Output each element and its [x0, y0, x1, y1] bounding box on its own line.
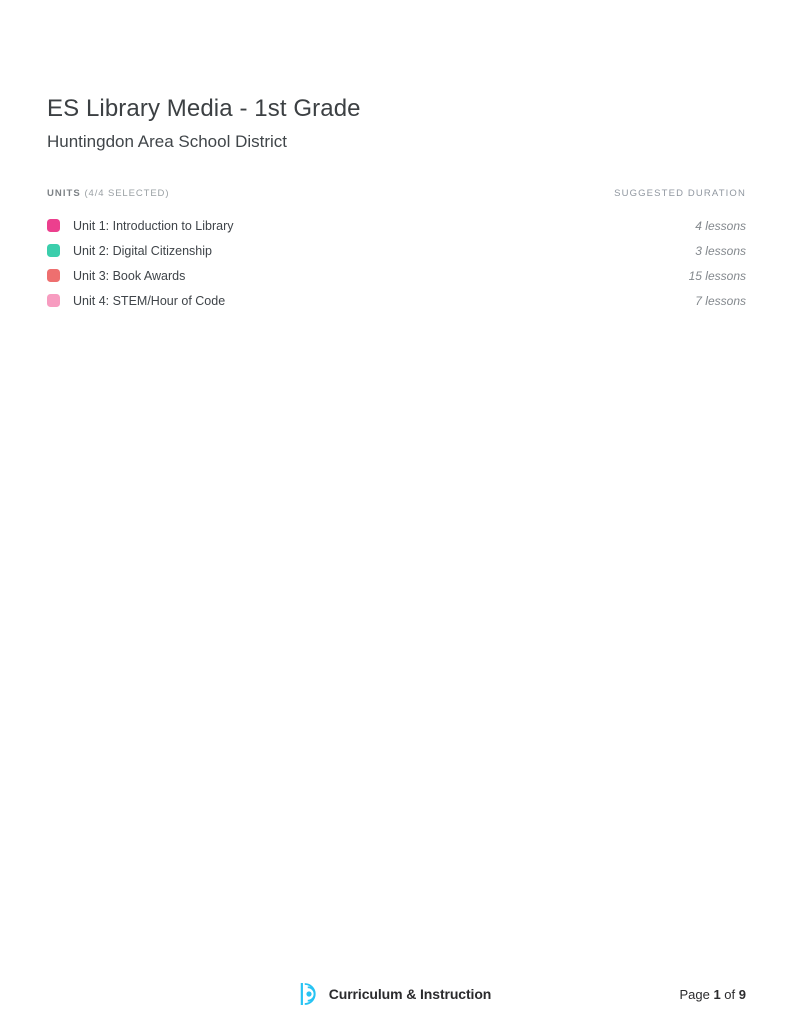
unit-title: Unit 4: STEM/Hour of Code — [73, 293, 226, 308]
page-footer — [0, 981, 791, 1017]
page-number-prefix: Page — [679, 987, 710, 1002]
unit-duration: 4 lessons — [695, 218, 746, 233]
list-item[interactable] — [47, 288, 746, 313]
page-number-separator: of — [724, 987, 736, 1002]
units-table-header — [47, 188, 746, 202]
page-number-current: 1 — [713, 987, 721, 1002]
units-section — [47, 188, 746, 313]
unit-duration: 7 lessons — [695, 293, 746, 308]
unit-title: Unit 1: Introduction to Library — [73, 218, 234, 233]
page-number-total: 9 — [738, 987, 746, 1002]
list-item[interactable] — [47, 213, 746, 238]
performance-matters-p-logo-icon — [300, 981, 322, 1007]
unit-color-swatch-icon — [47, 244, 60, 257]
unit-title: Unit 3: Book Awards — [73, 268, 186, 283]
unit-title: Unit 2: Digital Citizenship — [73, 243, 212, 258]
units-list — [47, 213, 746, 313]
units-selected-count: (4/4 SELECTED) — [84, 188, 170, 199]
unit-color-swatch-icon — [47, 294, 60, 307]
units-header-title: UNITS — [47, 188, 81, 199]
page-subtitle: Huntingdon Area School District — [47, 132, 288, 151]
page-title: ES Library Media - 1st Grade — [47, 95, 361, 122]
unit-color-swatch-icon — [47, 219, 60, 232]
list-item[interactable] — [47, 263, 746, 288]
unit-duration: 3 lessons — [695, 243, 746, 258]
list-item[interactable] — [47, 238, 746, 263]
page-number — [679, 985, 746, 1005]
unit-duration: 15 lessons — [688, 268, 746, 283]
suggested-duration-header: SUGGESTED DURATION — [614, 188, 746, 199]
unit-color-swatch-icon — [47, 269, 60, 282]
brand-logo — [300, 981, 492, 1007]
units-header-label — [47, 188, 169, 199]
brand-name: Curriculum & Instruction — [328, 986, 492, 1002]
document-header — [47, 94, 747, 154]
